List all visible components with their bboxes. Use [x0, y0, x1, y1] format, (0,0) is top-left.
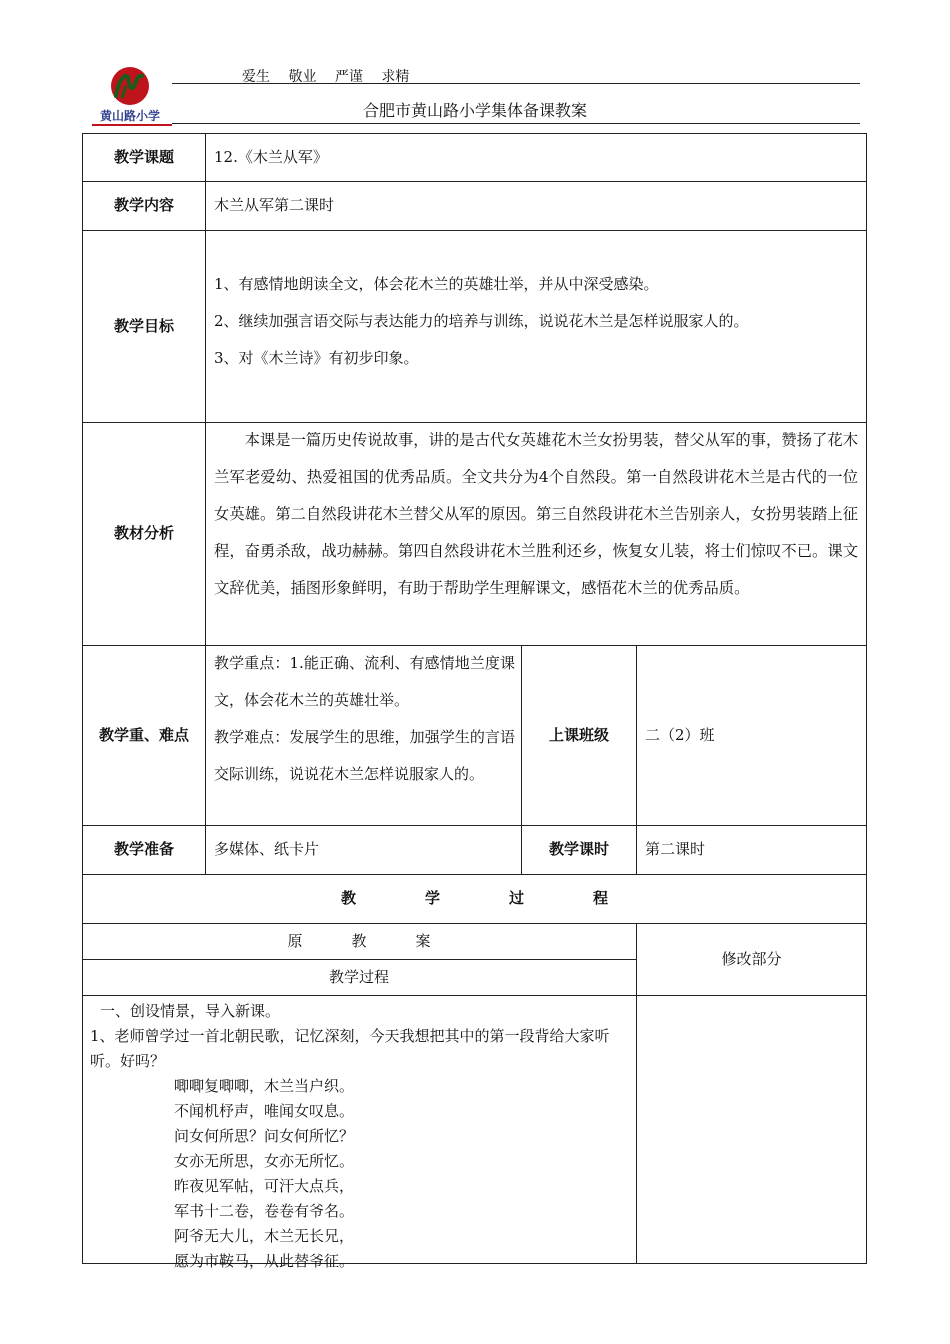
- poem-line: 唧唧复唧唧，木兰当户织。: [174, 1077, 355, 1095]
- prep-value: 多媒体、纸卡片: [214, 840, 320, 858]
- revision-content: [637, 995, 866, 1263]
- header-divider: [172, 83, 860, 84]
- focus-text: 教学重点：1.能正确、流利、有感情地兰度课文，体会花木兰的英雄壮举。: [214, 654, 515, 709]
- process-content: [82, 995, 636, 1270]
- motto-item: 爱生: [242, 69, 270, 85]
- period-value: 第二课时: [645, 840, 706, 858]
- process-subheader: 教学过程: [328, 967, 389, 986]
- poem-line: 女亦无所思，女亦无所忆。: [174, 1152, 355, 1170]
- poem-line: 阿爷无大儿，木兰无长兄，: [174, 1227, 355, 1245]
- process-title: 教 学 过 程: [340, 889, 608, 907]
- lesson-plan-table: [82, 133, 867, 1270]
- focus-difficulty: [206, 645, 521, 825]
- poem-line: 问女何所思？问女何所忆？: [174, 1127, 355, 1145]
- poem-line: 不闻机杼声，唯闻女叹息。: [174, 1102, 355, 1120]
- goals-list: [206, 266, 866, 416]
- prep-label: 教学准备: [113, 840, 174, 858]
- goals-label: 教学目标: [113, 316, 174, 335]
- topic-label: 教学课题: [113, 147, 174, 166]
- poem-line: 军书十二卷，卷卷有爷名。: [174, 1202, 355, 1220]
- content-label: 教学内容: [113, 196, 174, 214]
- intro-text: 1、老师曾学过一首北朝民歌，记忆深刻，今天我想把其中的第一段背给大家听听。好吗？: [90, 1027, 610, 1070]
- motto-item: 敬业: [288, 69, 317, 85]
- motto-item: 严谨: [334, 69, 363, 85]
- class-label: 上课班级: [548, 725, 609, 744]
- header-divider-lower: [172, 123, 860, 124]
- poem-line: 昨夜见军帖，可汗大点兵，: [174, 1177, 355, 1195]
- period-label: 教学课时: [548, 840, 609, 858]
- section-heading: 一、创设情景，导入新课。: [100, 1002, 281, 1020]
- focus-label: 教学重、难点: [98, 725, 189, 744]
- document-title: 合肥市黄山路小学集体备课教案: [362, 101, 587, 120]
- content-value: 木兰从军第二课时: [214, 196, 335, 214]
- goal-item: 3、对《木兰诗》有初步印象。: [214, 349, 419, 367]
- analysis-text: 本课是一篇历史传说故事，讲的是古代女英雄花木兰女扮男装，替父从军的事，赞扬了花木兰军老爱幼、热爱祖国的优秀品质。全文共分为4个自然段。第一自然段讲花木兰是古代的一位女英雄。第二自然段讲花木兰替父从军的原因。第三自然段讲花木兰告别亲人，女扮男装踏上征程，奋勇杀敌，战功赫赫。第四自然段讲花木兰胜利还乡，恢复女儿装，将士们惊叹不已。课文文辞优美，插图形象鲜明，有助于帮助学生理解课文，感悟花木兰的优秀品质。: [214, 431, 858, 597]
- difficulty-text: 教学难点：发展学生的思维，加强学生的言语交际训练，说说花木兰怎样说服家人的。: [214, 728, 515, 783]
- class-value: 二（2）班: [645, 725, 715, 744]
- analysis-label: 教材分析: [113, 524, 174, 542]
- goal-item: 2、继续加强言语交际与表达能力的培养与训练，说说花木兰是怎样说服家人的。: [214, 312, 749, 330]
- revision-header: 修改部分: [721, 949, 782, 968]
- svg-text:黄山路小学: 黄山路小学: [99, 109, 161, 123]
- motto-item: 求精: [381, 69, 410, 85]
- poem-line: 愿为市鞍马，从此替爷征。: [174, 1252, 355, 1270]
- original-plan-header: 原 教 案: [287, 931, 431, 950]
- topic-value: 12.《木兰从军》: [214, 147, 328, 166]
- goal-item: 1、有感情地朗读全文，体会花木兰的英雄壮举，并从中深受感染。: [214, 275, 659, 293]
